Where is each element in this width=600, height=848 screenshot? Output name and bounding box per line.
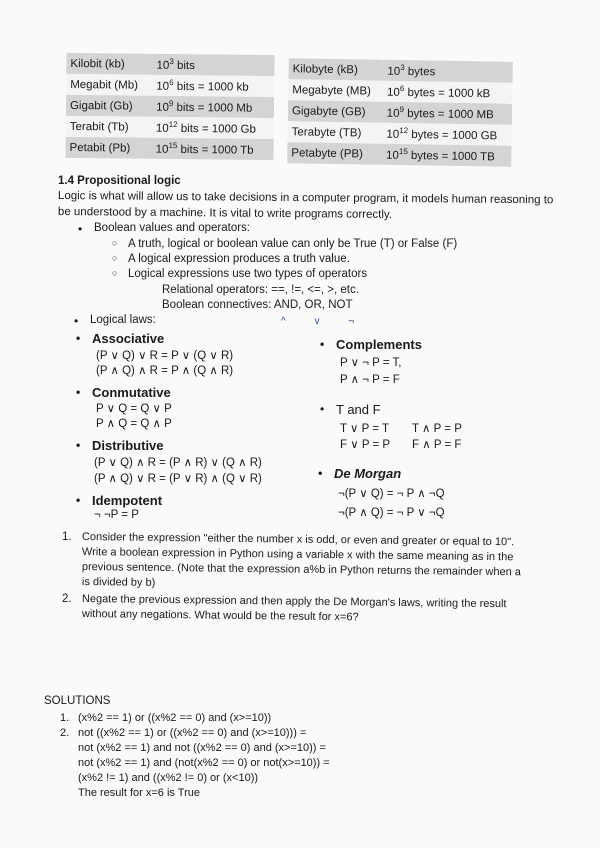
- unit-name: Kilobyte (kB): [289, 58, 384, 80]
- solution-2-number: 2.: [60, 727, 70, 739]
- sub-bullet-icon: ○: [112, 253, 118, 263]
- law-associative-line-2: (P ∧ Q) ∧ R = P ∧ (Q ∧ R): [96, 365, 234, 377]
- unit-name: Terabyte (TB): [288, 121, 383, 143]
- solution-2-line-1: not ((x%2 == 1) or ((x%2 == 0) and (x>=10))) =: [78, 727, 307, 739]
- unit-value: $10^6$ bits = 1000 kb: [152, 75, 274, 97]
- table-row: [66, 74, 274, 97]
- unit-name: Gigabit (Gb): [66, 95, 152, 117]
- intro-line-1: Logic is what will allow us to take decisions in a computer program, it models human reasoning to: [57, 190, 554, 207]
- law-distributive-line-2: (P ∧ Q) ∨ R = (P ∨ R) ∧ (Q ∨ R): [94, 473, 262, 485]
- law-idempotent-title: • Idempotent: [92, 493, 162, 508]
- law-idempotent-line-1: ¬ ¬P = P: [94, 509, 139, 521]
- sub-bullet-2: A logical expression produces a truth value.: [128, 253, 350, 265]
- connective-symbols: ^ v ¬: [281, 316, 368, 327]
- sub-bullet-icon: ○: [112, 238, 118, 248]
- law-de-morgan-line-1: ¬(P ∨ Q) = ¬ P ∧ ¬Q: [338, 488, 445, 500]
- law-commutative-line-1: P ∨ Q = Q ∨ P: [96, 403, 172, 415]
- solution-result: The result for x=6 is True: [78, 787, 200, 799]
- solution-1-number: 1.: [60, 712, 70, 724]
- exercise-1-line-2: Write a boolean expression in Python using a variable x with the same meaning as in the: [81, 546, 514, 564]
- intro-line-2: be understood by a machine. It is vital to write programs correctly.: [57, 206, 393, 221]
- exercise-1-line-3: previous sentence. (Note that the expression a%b in Python returns the remainder when a: [81, 561, 521, 579]
- law-associative-line-1: (P ∨ Q) ∨ R = P ∨ (Q ∨ R): [96, 350, 234, 362]
- bullet-boolean-values: • Boolean values and operators:: [94, 222, 250, 234]
- exercise-2-line-2: without any negations. What would be the result for x=6?: [81, 608, 359, 624]
- law-complements-title: • Complements: [336, 337, 422, 352]
- unit-name: Megabit (Mb): [66, 74, 152, 96]
- unit-name: Petabit (Pb): [65, 137, 151, 159]
- unit-value: $10^9$ bits = 1000 Mb: [152, 96, 274, 118]
- solutions-title: SOLUTIONS: [44, 695, 111, 707]
- sub-bullet-1: A truth, logical or boolean value can only be True (T) or False (F): [128, 238, 458, 250]
- unit-name: Megabyte (MB): [288, 79, 383, 101]
- law-commutative-title: • Conmutative: [92, 385, 171, 400]
- law-t-and-f-b1: T ∧ P = P: [412, 423, 462, 435]
- unit-value: $10^6$ bytes = 1000 kB: [383, 81, 513, 104]
- solution-2-line-2: not (x%2 == 1) and not ((x%2 == 0) and (x>=10)) =: [78, 742, 326, 754]
- unit-value: $10^{15}$ bytes = 1000 TB: [382, 144, 512, 167]
- law-distributive-title: • Distributive: [92, 438, 164, 453]
- bit-units-table: [65, 53, 274, 160]
- unit-value: $10^{12}$ bits = 1000 Gb: [152, 117, 274, 139]
- table-row: [287, 142, 511, 167]
- law-complements-line-2: P ∧ ¬ P = F: [340, 374, 400, 386]
- law-t-and-f-title: • T and F: [336, 402, 381, 417]
- table-row: [66, 116, 274, 139]
- byte-units-table: [287, 58, 513, 167]
- table-row: [66, 95, 274, 118]
- unit-name: Petabyte (PB): [287, 142, 382, 164]
- sub-bullet-icon: ○: [112, 268, 118, 278]
- sub-bullet-3: Logical expressions use two types of operators: [128, 268, 368, 280]
- unit-name: Gigabyte (GB): [288, 100, 383, 122]
- law-complements-line-1: P ∨ ¬ P = T,: [340, 357, 402, 369]
- exercise-2-line-1: Negate the previous expression and then apply the De Morgan's laws, writing the result: [81, 593, 507, 611]
- unit-value: $10^3$ bytes: [383, 60, 513, 83]
- exercise-1-number: 1.: [62, 531, 72, 543]
- unit-value: $10^{12}$ bytes = 1000 GB: [382, 123, 512, 146]
- law-de-morgan-title: • De Morgan: [334, 466, 401, 481]
- bullet-logical-laws: • Logical laws:: [90, 314, 156, 326]
- boolean-connectives: Boolean connectives: AND, OR, NOT: [162, 299, 353, 311]
- relational-operators: Relational operators: ==, !=, <=, >, etc.: [162, 284, 359, 296]
- solution-2-line-3: not (x%2 == 1) and (not(x%2 == 0) or not(x>=10)) =: [78, 757, 330, 769]
- exercise-1-line-4: is divided by b): [81, 576, 156, 589]
- table-row: [65, 137, 273, 160]
- section-title: 1.4 Propositional logic: [58, 175, 181, 187]
- unit-name: Kilobit (kb): [66, 53, 152, 75]
- unit-value: $10^{15}$ bits = 1000 Tb: [152, 138, 274, 160]
- table-row: [66, 53, 274, 76]
- law-de-morgan-line-2: ¬(P ∧ Q) = ¬ P ∨ ¬Q: [338, 507, 445, 519]
- law-commutative-line-2: P ∧ Q = Q ∧ P: [96, 418, 172, 430]
- law-t-and-f-b2: F ∧ P = F: [412, 439, 462, 451]
- law-associative-title: • Associative: [92, 331, 164, 346]
- unit-name: Terabit (Tb): [66, 116, 152, 138]
- unit-value: $10^9$ bytes = 1000 MB: [383, 102, 513, 125]
- solution-1: (x%2 == 1) or ((x%2 == 0) and (x>=10)): [78, 712, 272, 724]
- solution-2-line-4: (x%2 != 1) and ((x%2 != 0) or (x<10)): [78, 772, 259, 784]
- law-t-and-f-a1: T ∨ P = T: [340, 423, 390, 435]
- exercise-1-line-1: Consider the expression "either the number x is odd, or even and greater or equal to 10".: [81, 531, 515, 549]
- law-distributive-line-1: (P ∨ Q) ∧ R = (P ∧ R) ∨ (Q ∧ R): [94, 457, 262, 469]
- unit-value: $10^3$ bits: [152, 54, 274, 76]
- law-t-and-f-a2: F ∨ P = P: [340, 439, 391, 451]
- exercise-2-number: 2.: [62, 593, 72, 605]
